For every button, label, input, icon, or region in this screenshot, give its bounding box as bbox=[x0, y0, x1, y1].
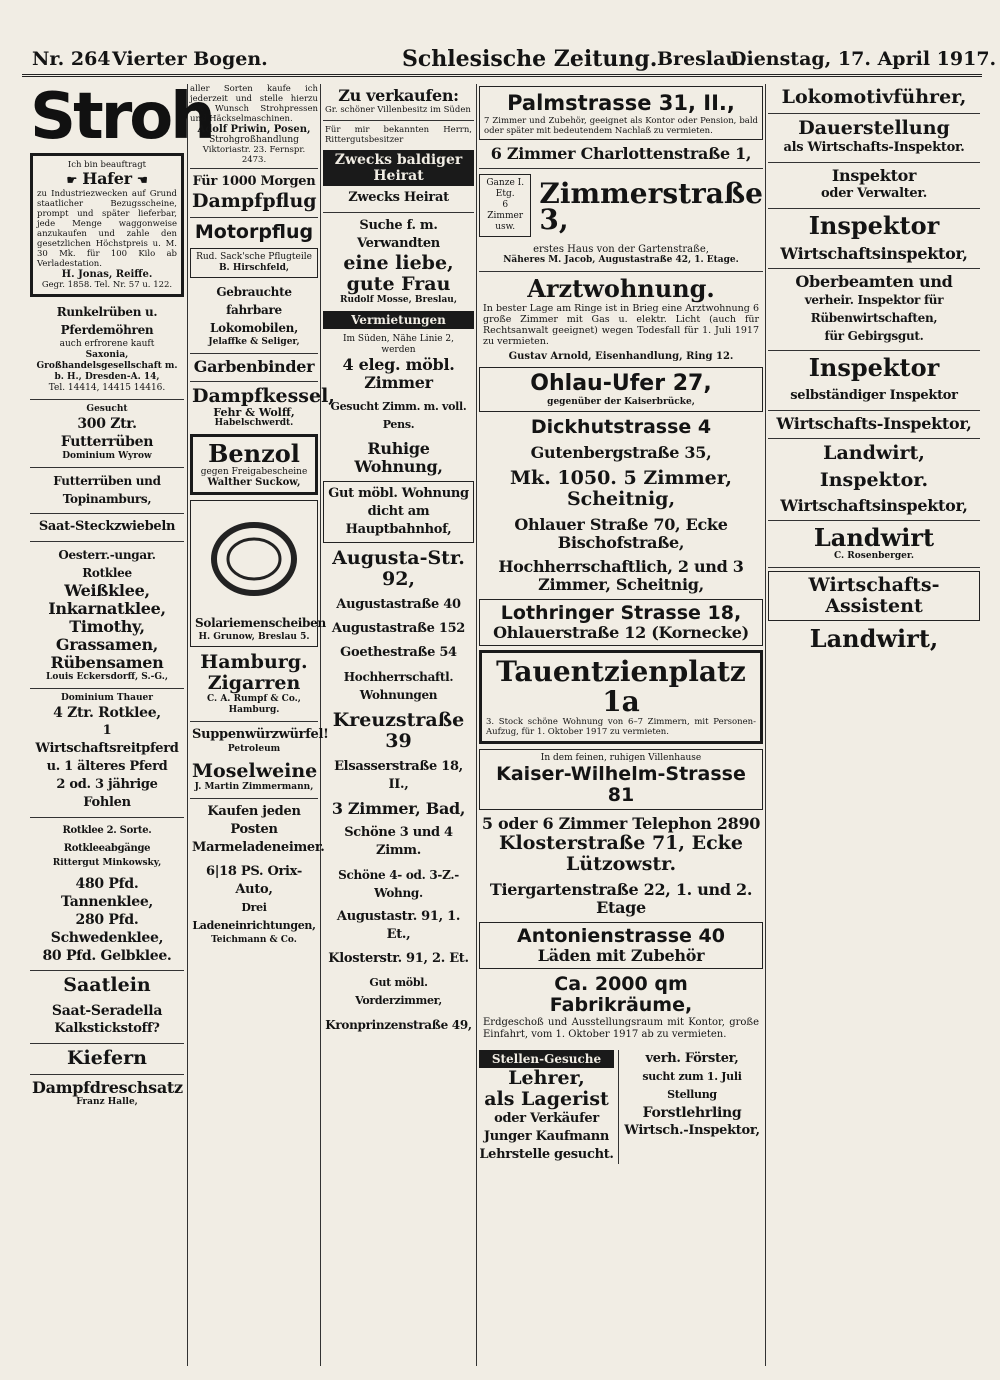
schoene-ad bbox=[323, 823, 474, 861]
dampfpflug-ad bbox=[190, 172, 318, 213]
mk1050-ad bbox=[479, 467, 763, 511]
divider bbox=[30, 688, 184, 689]
hamburg-heading: Hamburg. Zigarren bbox=[200, 651, 308, 694]
villa-text: Gr. schöner Villenbesitz im Süden bbox=[325, 105, 471, 115]
zimmerstrasse-ad bbox=[479, 172, 763, 241]
arzt-ad bbox=[479, 275, 763, 363]
column-divider bbox=[320, 84, 321, 1366]
kaiser-ad bbox=[479, 749, 763, 810]
wirtschaftsinsp2-heading: Wirtschaftsinspektor, bbox=[780, 496, 968, 515]
ohlauer2-heading: Ohlauerstraße 12 (Kornecke) bbox=[493, 623, 749, 642]
kreuz-heading: Kreuzstraße 39 bbox=[332, 709, 465, 752]
drei-zimmer-ad bbox=[323, 799, 474, 819]
gesucht-label: Gesucht bbox=[86, 404, 128, 414]
inspektor2-heading: Inspektor bbox=[808, 211, 940, 240]
augusta152-ad bbox=[323, 619, 474, 639]
lucas-name: Louis Eckersdorff, S.-G., bbox=[46, 672, 168, 682]
ohlau-ad bbox=[479, 367, 763, 412]
column-5 bbox=[768, 84, 980, 1368]
garbenbinder-heading: Garbenbinder bbox=[193, 357, 315, 376]
zimmer6-label: 6 Zimmer usw. bbox=[487, 200, 524, 232]
vermietungen-section-heading: Vermietungen bbox=[323, 311, 474, 329]
solarieme-heading: Solariemenscheiben bbox=[195, 616, 326, 630]
inspektor3-ad bbox=[768, 354, 980, 382]
masthead-rule bbox=[22, 74, 982, 77]
zwecks-heading: Zwecks baldiger Heirat bbox=[323, 150, 474, 186]
rotklee2-heading: Rotklee 2. Sorte. Rotkleeabgänge bbox=[62, 825, 152, 854]
elegant-heading: 4 eleg. möbl. Zimmer bbox=[342, 355, 455, 392]
drei-zimmer-heading: 3 Zimmer, Bad, bbox=[331, 799, 466, 818]
oesterr-heading: Oesterr.-ungar. Rotklee bbox=[58, 548, 156, 580]
herrschaft-ad bbox=[479, 557, 763, 595]
lehrer-heading: Lehrer, bbox=[508, 1067, 585, 1089]
dampfdresch-heading: Dampfdreschsatz bbox=[32, 1078, 183, 1097]
verwalter-ad bbox=[768, 166, 980, 204]
zimmermann-name: J. Martin Zimmermann, bbox=[194, 782, 314, 792]
walther-name: Walther Suckow, bbox=[207, 477, 301, 488]
ohlauer-heading: Ohlauer Straße 70, Ecke Bischofstraße, bbox=[514, 515, 728, 552]
hochherr-heading: Hochherrschaftl. Wohnungen bbox=[343, 670, 454, 702]
divider bbox=[323, 120, 474, 121]
divider bbox=[479, 271, 763, 272]
ohlau-heading: Ohlau-Ufer 27, bbox=[530, 371, 712, 396]
wirtschaftsinsp-ad bbox=[768, 244, 980, 264]
orix-ad bbox=[190, 862, 318, 947]
divider bbox=[190, 168, 318, 169]
place-label: Breslau. bbox=[657, 48, 746, 70]
weissklee-heading: Weißklee, bbox=[64, 581, 150, 600]
kalk-heading: Kalkstickstoff? bbox=[54, 1021, 160, 1036]
saat-heading: Saat-Steckzwiebeln bbox=[38, 519, 176, 534]
divider bbox=[479, 168, 763, 169]
morgen-heading: Für 1000 Morgen bbox=[192, 174, 316, 189]
divider bbox=[30, 467, 184, 468]
pension-ad bbox=[323, 397, 474, 435]
seeds-ad bbox=[30, 545, 184, 684]
divider bbox=[30, 1043, 184, 1044]
arnold-name: Gustav Arnold, Eisenhandlung, Ring 12. bbox=[508, 351, 734, 362]
benzol-heading: Benzol bbox=[208, 439, 300, 468]
divider bbox=[768, 438, 980, 439]
dickhuth-ad bbox=[479, 416, 763, 439]
stellen-right bbox=[618, 1050, 762, 1164]
schoene-heading: Schöne 3 und 4 Zimm. bbox=[344, 825, 453, 858]
assistent-ad bbox=[768, 571, 980, 621]
grassamen-heading: Grassamen, bbox=[55, 635, 159, 654]
kronprinz-heading: Kronprinzenstraße 49, bbox=[325, 1018, 472, 1032]
reitpferd-heading: 1 Wirtschaftsreitpferd bbox=[35, 723, 179, 756]
mk1050-heading: Mk. 1050. 5 Zimmer, Scheitnig, bbox=[510, 467, 732, 510]
kloster71-heading: Klosterstraße 71, Ecke Lützowstr. bbox=[499, 832, 743, 875]
augusta40-ad bbox=[323, 595, 474, 615]
teichmann-name: Teichmann & Co. bbox=[211, 935, 297, 945]
heirat-text: Für mir bekannten Herrn, Rittergutsbesitzer bbox=[325, 125, 472, 145]
ohlau-sub: gegenüber der Kaiserbrücke, bbox=[547, 397, 695, 407]
verkaeufer-heading: oder Verkäufer bbox=[494, 1111, 599, 1126]
divider bbox=[323, 212, 474, 213]
gut-moebl-heading: Gut möbl. Wohnung bbox=[328, 486, 469, 501]
runkel-sub: auch erfrorene kauft bbox=[59, 339, 155, 349]
kaufmann-heading: Junger Kaufmann bbox=[483, 1129, 610, 1144]
divider bbox=[768, 208, 980, 209]
jeliffe-name: Jelaffke & Seliger, bbox=[208, 337, 300, 347]
fabrik-text: Erdgeschoß und Ausstellungsraum mit Kontor, große Einfahrt, vom 1. Oktober 1917 ab zu vermieten. bbox=[483, 1017, 759, 1040]
pferd-heading: u. 1 älteres Pferd bbox=[46, 759, 168, 774]
stroh-text: aller Sorten kaufe ich jederzeit und stelle hierzu auf Wunsch Strohpressen und Häckselmaschinen. bbox=[190, 84, 318, 124]
sack-ad bbox=[190, 248, 318, 278]
divider bbox=[768, 268, 980, 269]
divider bbox=[768, 162, 980, 163]
thauer-ad bbox=[30, 692, 184, 813]
timothy-heading: Timothy, bbox=[69, 617, 145, 636]
dampfdresch-ad bbox=[30, 1078, 184, 1109]
zimmerstrasse-text: erstes Haus von der Gartenstraße, bbox=[533, 244, 709, 255]
divider bbox=[768, 350, 980, 351]
motorpflug-heading: Motorpflug bbox=[194, 221, 314, 243]
hauptbahnhof-heading: dicht am Hauptbahnhof, bbox=[345, 504, 452, 537]
column-divider bbox=[187, 84, 188, 1366]
goethe-heading: Goethestraße 54 bbox=[340, 645, 457, 660]
divider bbox=[30, 817, 184, 818]
inspektor4-ad bbox=[768, 469, 980, 492]
wirtschafts2-heading: Wirtschafts-Inspektor, bbox=[776, 414, 972, 433]
hafer-name: H. Jonas, Reiffe. bbox=[61, 269, 153, 280]
villenhaus-text: In dem feinen, ruhigen Villenhause bbox=[540, 753, 702, 763]
rosenberger-name: C. Rosenberger. bbox=[834, 551, 914, 561]
divider bbox=[30, 541, 184, 542]
stroh-address: Viktoriastr. 23. Fernspr. 2473. bbox=[202, 145, 306, 165]
divider bbox=[190, 353, 318, 354]
marmelade-ad bbox=[190, 802, 325, 858]
petroleum-heading: Petroleum bbox=[227, 744, 281, 754]
mosse-name: Rudolf Mosse, Breslau, bbox=[340, 295, 457, 305]
divider bbox=[30, 399, 184, 400]
lothringer-ad bbox=[479, 599, 763, 646]
issue-number: Nr. 264 bbox=[32, 48, 111, 70]
zimmer-ad bbox=[323, 333, 474, 393]
divider bbox=[190, 721, 318, 722]
ruhige-heading: Ruhige Wohnung, bbox=[354, 439, 443, 476]
lokomobilen-heading: Gebrauchte fahrbare Lokomobilen, bbox=[210, 285, 298, 335]
lothringer-heading: Lothringer Strasse 18, bbox=[500, 602, 742, 624]
mosel-ad bbox=[190, 760, 318, 794]
lokomotiv-ad bbox=[768, 86, 980, 109]
masthead bbox=[22, 44, 997, 72]
hafer-heading-text: Hafer bbox=[82, 169, 132, 188]
gutenberg-ad bbox=[479, 443, 763, 463]
rumpf-name: C. A. Rumpf & Co., Hamburg. bbox=[207, 694, 301, 715]
frau-heading: eine liebe, gute Frau bbox=[343, 252, 454, 295]
ohlauer-ad bbox=[479, 515, 763, 553]
tauentzien-text: 3. Stock schöne Wohnung von 6–7 Zimmern, mit Personen-Aufzug, für 1. Oktober 1917 zu vermieten. bbox=[486, 717, 756, 737]
dampfpflug-heading: Dampfpflug bbox=[192, 190, 317, 212]
seradella-heading: Saat-Seradella bbox=[51, 1003, 163, 1019]
column-3 bbox=[323, 84, 474, 1368]
heirat-ad bbox=[323, 124, 474, 146]
landwirt3-ad bbox=[768, 625, 980, 653]
hafer-ad bbox=[30, 153, 184, 297]
tannenklee-heading: 480 Pfd. Tannenklee, bbox=[61, 876, 153, 910]
mosel-heading: Moselweine bbox=[192, 760, 318, 782]
klee-ad bbox=[30, 874, 184, 966]
column-divider bbox=[765, 84, 766, 1366]
futter2-ad bbox=[30, 471, 184, 509]
wirtschaftsinsp2-ad bbox=[768, 496, 980, 516]
telephon-heading: 5 oder 6 Zimmer Telephon 2890 bbox=[481, 814, 761, 833]
pointing-hand-icon: ☚ bbox=[137, 173, 148, 187]
divider bbox=[30, 513, 184, 514]
tiergarten-heading: Tiergartenstraße 22, 1. und 2. Etage bbox=[489, 880, 753, 917]
gelbklee-heading: 80 Pfd. Gelbklee. bbox=[42, 948, 172, 964]
column-2 bbox=[190, 84, 335, 1368]
benzol-sub: gegen Freigabescheine bbox=[200, 467, 308, 477]
laeden-heading: Läden mit Zubehör bbox=[537, 946, 705, 965]
wirtschaftsinsp-heading: Wirtschaftsinspektor, bbox=[780, 244, 968, 263]
etage-box bbox=[479, 174, 531, 237]
hafer-intro: Ich bin beauftragt bbox=[67, 160, 147, 170]
tiergarten-ad bbox=[479, 880, 763, 918]
telephon-ad bbox=[479, 814, 763, 876]
franz-name: Franz Halle, bbox=[76, 1097, 138, 1107]
hauptbahnhof-ad bbox=[323, 481, 474, 543]
sack-text: Rud. Sack'sche Pflugteile bbox=[196, 252, 312, 262]
ruebenwirt-heading: verheir. Inspektor für Rübenwirtschaften, bbox=[804, 293, 944, 325]
tauentzien-heading: Tauentzienplatz 1a bbox=[496, 655, 746, 718]
column-4 bbox=[479, 84, 763, 1368]
posten-heading: Kaufen jeden Posten bbox=[207, 804, 301, 837]
hafer-address: Gegr. 1858. Tel. Nr. 57 u. 122. bbox=[41, 280, 173, 290]
augusta91-heading: Augustastr. 91, 1. Et., bbox=[336, 909, 461, 942]
landwirt2-ad bbox=[768, 524, 980, 563]
wirtschafts2-ad bbox=[768, 414, 980, 434]
kiefern-heading: Kiefern bbox=[67, 1047, 147, 1069]
augusta40-heading: Augustastraße 40 bbox=[336, 597, 461, 612]
date-label: Dienstag, 17. April 1917. bbox=[730, 48, 997, 70]
fabrik-ad bbox=[479, 973, 763, 1046]
ring-image bbox=[195, 504, 313, 614]
tauentzien-ad bbox=[479, 650, 763, 744]
divider bbox=[768, 520, 980, 521]
hirschfeld-name: B. Hirschfeld, bbox=[218, 263, 290, 273]
divider bbox=[768, 113, 980, 114]
elsasser-ad bbox=[323, 757, 474, 795]
elsasser-heading: Elsasserstraße 18, II., bbox=[334, 759, 463, 792]
herrschaft-heading: Hochherrschaftlich, 2 und 3 Zimmer, Scheitnig, bbox=[498, 557, 744, 594]
garbenbinder-ad bbox=[190, 357, 318, 377]
assistent-heading: Wirtschafts-Assistent bbox=[808, 574, 940, 617]
charlotten-ad bbox=[479, 144, 763, 164]
landwirt2-heading: Landwirt bbox=[813, 523, 935, 552]
saat-ad bbox=[30, 517, 184, 537]
zimmerstrasse-text-block bbox=[479, 243, 763, 267]
benzol-ad bbox=[190, 434, 318, 495]
runkel-ad bbox=[30, 302, 184, 395]
stroh-ad bbox=[30, 80, 213, 154]
verkaufen-ad bbox=[323, 86, 474, 116]
inspektor2-ad bbox=[768, 212, 980, 240]
hafer-heading bbox=[37, 170, 177, 189]
suppen-ad bbox=[190, 725, 329, 756]
stellen-section-heading: Stellen-Gesuche bbox=[479, 1050, 614, 1068]
rittergut-name: Rittergut Minkowsky, bbox=[52, 858, 162, 868]
grunow-name: H. Grunow, Breslau 5. bbox=[198, 632, 310, 642]
futter2-heading: Futterrüben und Topinamburs, bbox=[53, 474, 161, 506]
antonien-ad bbox=[479, 922, 763, 969]
orix-heading: 6|18 PS. Orix-Auto, bbox=[206, 864, 302, 897]
stellung-heading: sucht zum 1. Juli Stellung bbox=[642, 1070, 742, 1101]
motorpflug-ad bbox=[190, 221, 318, 244]
vorderzimmer-heading: Gut möbl. Vorderzimmer, bbox=[355, 976, 442, 1007]
seradella-ad bbox=[30, 1001, 184, 1039]
pointing-hand-icon: ☛ bbox=[66, 173, 77, 187]
zwecks2-heading: Zwecks Heirat bbox=[348, 190, 449, 205]
futter-heading: 300 Ztr. Futterrüben bbox=[60, 416, 154, 450]
palmstrasse-ad bbox=[479, 86, 763, 140]
lehrstelle-heading: Lehrstelle gesucht. bbox=[479, 1147, 614, 1162]
rotklee-heading: 4 Ztr. Rotklee, bbox=[53, 705, 161, 721]
kloster-ad bbox=[323, 949, 474, 969]
lokomotiv-heading: Lokomotivführer, bbox=[781, 86, 967, 108]
ruebensamen-heading: Rübensamen bbox=[50, 653, 164, 672]
stroh-name: Adolf Priwin, Posen, bbox=[197, 124, 311, 135]
divider bbox=[768, 567, 980, 568]
heirat2-ad bbox=[323, 188, 474, 208]
lagerist-heading: als Lagerist bbox=[484, 1088, 609, 1110]
landwirt-ad bbox=[768, 442, 980, 465]
fohlen-heading: 2 od. 3 jährige Fohlen bbox=[56, 777, 158, 810]
foerster-heading: verh. Förster, bbox=[645, 1051, 739, 1066]
runkel-address: Tel. 14414, 14415 14416. bbox=[48, 383, 166, 393]
suche-heading: Suche f. m. Verwandten bbox=[357, 218, 440, 251]
drei-heading: Drei Ladeneinrichtungen, bbox=[192, 901, 316, 932]
runkel-heading: Runkelrüben u. Pferdemöhren bbox=[56, 305, 158, 337]
palmstrasse-text: 7 Zimmer und Zubehör, geeignet als Kontor oder Pension, bald oder später mit bedeutendem Nachlaß zu vermieten. bbox=[484, 116, 758, 136]
stellen-left bbox=[479, 1050, 614, 1164]
selbst-heading: selbständiger Inspektor bbox=[790, 388, 958, 403]
kreuz-ad bbox=[323, 709, 474, 753]
antonien-heading: Antonienstrasse 40 bbox=[517, 925, 725, 947]
sheet-label: Vierter Bogen. bbox=[112, 48, 268, 70]
divider bbox=[30, 970, 184, 971]
minkowsky-ad bbox=[30, 821, 184, 870]
kloster-heading: Klosterstr. 91, 2. Et. bbox=[328, 951, 469, 966]
wirtschafts-heading: als Wirtschafts-Inspektor. bbox=[783, 140, 965, 155]
thauer-name: Dominium Thauer bbox=[61, 693, 153, 703]
inspektor-heading: Inspektor bbox=[831, 166, 917, 185]
kiefern-ad bbox=[30, 1047, 184, 1070]
kaiser-heading: Kaiser-Wilhelm-Strasse 81 bbox=[496, 763, 746, 806]
etage-label: Ganze I. Etg. bbox=[486, 178, 525, 199]
lokomobilen-ad bbox=[190, 282, 318, 349]
augusta152-heading: Augustastraße 152 bbox=[331, 621, 466, 636]
suppen-heading: Suppenwürzwürfel! bbox=[192, 727, 329, 742]
saatlein-ad bbox=[30, 974, 184, 997]
fehr-name: Fehr & Wolff, bbox=[213, 406, 295, 419]
dauerstellung-ad bbox=[768, 117, 980, 158]
arzt-text: In bester Lage am Ringe ist in Brieg eine Arztwohnung 6 große Zimmer mit Gas u. elektr. Licht (auch für Rechtsanwalt geeignet) wegen Todesfall für 1. Juli 1917 zu vermieten. bbox=[483, 303, 759, 347]
fabrik-heading: Ca. 2000 qm Fabrikräume, bbox=[549, 973, 693, 1016]
schwedenklee-heading: 280 Pfd. Schwedenklee, bbox=[50, 912, 164, 946]
oberbeamten-ad bbox=[768, 272, 980, 346]
dominium-name: Dominium Wyrow bbox=[62, 451, 152, 461]
futter-ad bbox=[30, 403, 184, 463]
dampfkessel-ad bbox=[190, 385, 335, 430]
column-divider bbox=[476, 84, 477, 1366]
augusta-ad bbox=[323, 547, 474, 591]
hamburg-ad bbox=[190, 651, 318, 717]
stroh-sub: Strohgroßhandlung bbox=[209, 135, 299, 145]
landwirt-heading: Landwirt, bbox=[823, 442, 925, 464]
inkarnat-heading: Inkarnatklee, bbox=[48, 599, 166, 618]
solarieme-ad bbox=[190, 500, 326, 647]
divider bbox=[190, 798, 318, 799]
jacob-name: Näheres M. Jacob, Augustastraße 42, 1. Etage. bbox=[503, 255, 739, 265]
ruhige-ad bbox=[323, 439, 474, 477]
augusta-heading: Augusta-Str. 92, bbox=[332, 547, 465, 590]
kronprinz-ad bbox=[323, 1015, 474, 1035]
newspaper-title: Schlesische Zeitung. bbox=[402, 46, 658, 72]
habelschwerdt-name: Habelschwerdt. bbox=[214, 418, 294, 428]
divider bbox=[30, 1074, 184, 1075]
verwalter-heading: oder Verwalter. bbox=[821, 186, 927, 201]
column-1 bbox=[30, 80, 213, 1368]
pulley-disc-icon bbox=[209, 514, 299, 604]
vorderzimmer-ad bbox=[323, 973, 474, 1011]
inspektor3-heading: Inspektor bbox=[808, 353, 940, 382]
gutenberg-heading: Gutenbergstraße 35, bbox=[530, 443, 712, 462]
goethe-ad bbox=[323, 643, 474, 663]
divider bbox=[190, 217, 318, 218]
runkel-name: Saxonia, Großhandelsgesellschaft m. b. H., Dresden-A. 14, bbox=[36, 350, 178, 382]
saatlein-heading: Saatlein bbox=[63, 974, 151, 996]
marmelade-heading: Marmeladeneimer. bbox=[192, 840, 325, 855]
dickhuth-heading: Dickhutstrasse 4 bbox=[530, 416, 712, 438]
dauerstellung-heading: Dauerstellung bbox=[798, 117, 950, 139]
palmstrasse-heading: Palmstrasse 31, II., bbox=[507, 91, 735, 115]
forstlehrling-heading: Forstlehrling bbox=[642, 1105, 742, 1121]
wirtsch-heading: Wirtsch.-Inspektor, bbox=[624, 1123, 760, 1138]
augusta91-ad bbox=[323, 907, 474, 945]
stellen-area bbox=[479, 1050, 763, 1164]
pension-heading: Gesucht Zimm. m. voll. Pens. bbox=[330, 400, 467, 431]
gebirgsgut-heading: für Gebirgsgut. bbox=[824, 329, 924, 343]
landwirt3-heading: Landwirt, bbox=[809, 624, 939, 653]
dampfkessel-heading: Dampfkessel, bbox=[192, 385, 335, 407]
hafer-text: zu Industriezwecken auf Grund staatlicher Bezugsscheine, prompt und später lieferbar, jede Menge waggonweise anzukaufen und zahle den gesetzlichen Höchstpreis u. M. 30 Mk. für 100 Kilo ab Verladestation. bbox=[37, 189, 177, 269]
zimmerstrasse-heading: Zimmerstraße 3, bbox=[539, 176, 763, 236]
schoene4-heading: Schöne 4- od. 3-Z.-Wohng. bbox=[338, 868, 459, 900]
inspektor4-heading: Inspektor. bbox=[819, 469, 929, 491]
frau-ad bbox=[323, 216, 474, 307]
charlotten-heading: 6 Zimmer Charlottenstraße 1, bbox=[490, 144, 752, 163]
divider bbox=[768, 410, 980, 411]
oberbeamten-heading: Oberbeamten und bbox=[795, 272, 953, 291]
selbst-ad bbox=[768, 386, 980, 406]
stroh-heading: Stroh bbox=[30, 80, 213, 154]
arzt-heading: Arztwohnung. bbox=[527, 274, 715, 303]
divider bbox=[190, 381, 318, 382]
schoene4-ad bbox=[323, 865, 474, 903]
verkaufen-heading: Zu verkaufen: bbox=[338, 86, 459, 105]
sueden-text: Im Süden, Nähe Linie 2, werden bbox=[342, 334, 455, 355]
hochherr-ad bbox=[323, 667, 474, 705]
